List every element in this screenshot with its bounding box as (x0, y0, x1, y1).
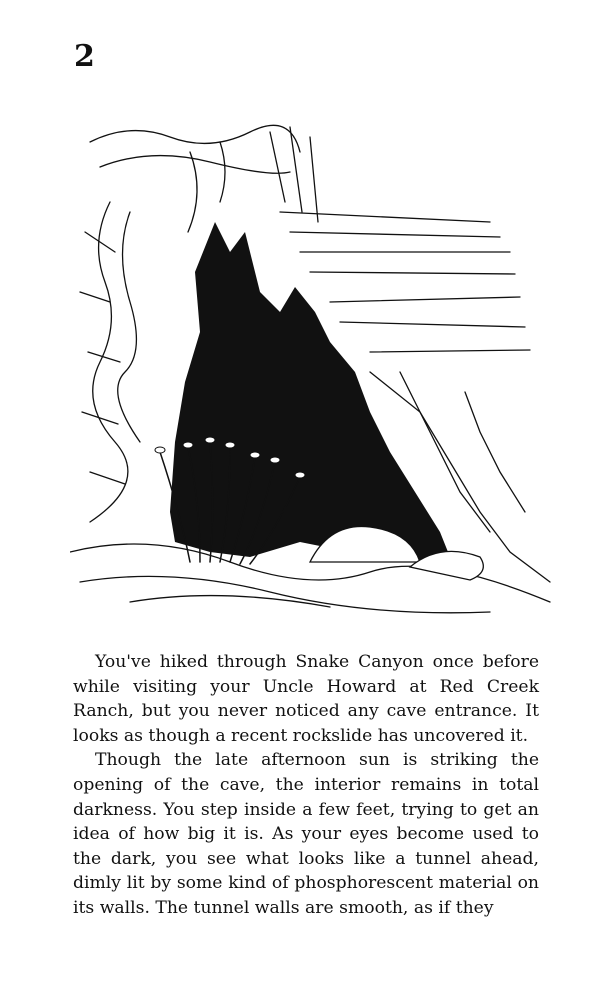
paragraph-2: Though the late afternoon sun is striking the opening of the cave, the interior remains in total darkness. You step inside a few feet, trying to get an idea of how big it is. As your eyes become used to the dark, you see what looks like a tunnel ahead, dimly lit by some kind of phosphorescent material on its walls. The tunnel walls are smooth, as if they (73, 750, 539, 918)
story-text (73, 650, 539, 921)
page-number: 2 (74, 39, 95, 74)
cave-entrance-illustration (70, 112, 560, 620)
paragraph-1: You've hiked through Snake Canyon once before while visiting your Uncle Howard at Red Creek Ranch, but you never noticed any cave entrance. It looks as though a recent rockslide has uncovered it. (73, 652, 539, 746)
